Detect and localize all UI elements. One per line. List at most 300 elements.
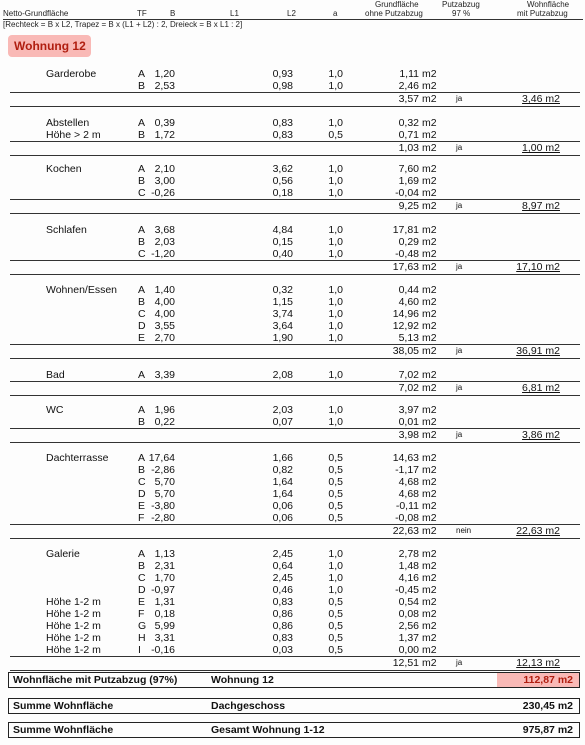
room-name: Wohnen/Essen	[46, 284, 118, 296]
plaster-deduction: nein	[456, 526, 472, 535]
plaster-deduction: ja	[456, 383, 463, 392]
table-row	[0, 163, 585, 175]
width-value: 3,31	[154, 632, 175, 644]
partial-area-code: B	[138, 560, 146, 572]
header-col-wf-2: mit Putzabzug	[517, 9, 568, 18]
table-row	[0, 584, 585, 596]
room-total: 7,02	[398, 382, 419, 394]
length-value: 0,56	[272, 175, 293, 187]
unit-label: m2	[422, 572, 437, 584]
summary-box	[8, 722, 580, 738]
unit-label: m2	[422, 129, 437, 141]
unit-label: m2	[422, 382, 437, 394]
factor-value: 0,5	[328, 620, 343, 632]
room-rule	[10, 395, 580, 396]
table-row	[0, 129, 585, 141]
width-value: 3,55	[154, 320, 175, 332]
partial-area-code: D	[138, 488, 146, 500]
subtotal-row	[0, 382, 585, 395]
factor-value: 1,0	[328, 224, 343, 236]
area-value: 1,37	[398, 632, 419, 644]
living-area-value: 1,00 m2	[522, 142, 560, 154]
width-value: 2,70	[154, 332, 175, 344]
area-value: 1,69	[398, 175, 419, 187]
table-row	[0, 452, 585, 464]
width-value: 1,96	[154, 404, 175, 416]
row-label: Höhe 1-2 m	[46, 644, 101, 656]
row-label: Höhe 1-2 m	[46, 608, 101, 620]
unit-label: m2	[422, 429, 437, 441]
room-name: Dachterrasse	[46, 452, 109, 464]
length-value: 0,82	[272, 464, 293, 476]
unit-label: m2	[422, 224, 437, 236]
table-row	[0, 236, 585, 248]
partial-area-code: A	[138, 224, 146, 236]
area-value: 0,32	[398, 117, 419, 129]
unit-label: m2	[422, 596, 437, 608]
subtotal-row	[0, 525, 585, 538]
unit-label: m2	[422, 500, 437, 512]
factor-value: 1,0	[328, 163, 343, 175]
partial-area-code: I	[138, 644, 141, 656]
room-total: 22,63	[392, 525, 419, 537]
partial-area-code: B	[138, 464, 146, 476]
living-area-value: 8,97 m2	[522, 200, 560, 212]
area-value: -0,04	[395, 187, 419, 199]
partial-area-code: B	[138, 129, 146, 141]
width-value: 2,31	[154, 560, 175, 572]
unit-label: m2	[422, 464, 437, 476]
length-value: 0,40	[272, 248, 293, 260]
factor-value: 0,5	[328, 488, 343, 500]
area-value: 4,68	[398, 476, 419, 488]
room-rule	[10, 538, 580, 539]
length-value: 0,15	[272, 236, 293, 248]
table-row	[0, 248, 585, 260]
length-value: 1,64	[272, 476, 293, 488]
partial-area-code: F	[138, 512, 145, 524]
unit-label: m2	[422, 548, 437, 560]
plaster-deduction: ja	[456, 143, 463, 152]
partial-area-code: D	[138, 584, 146, 596]
unit-label: m2	[422, 261, 437, 273]
room-total: 1,03	[398, 142, 419, 154]
length-value: 3,74	[272, 308, 293, 320]
length-value: 3,64	[272, 320, 293, 332]
subtotal-row	[0, 200, 585, 213]
unit-label: m2	[422, 308, 437, 320]
room-rule	[10, 155, 580, 156]
partial-area-code: A	[138, 452, 146, 464]
summary-label: Summe Wohnfläche	[13, 700, 114, 712]
table-row	[0, 632, 585, 644]
header-col-wf-1: Wohnfläche	[527, 0, 570, 9]
length-value: 0,83	[272, 596, 293, 608]
unit-label: m2	[422, 175, 437, 187]
width-value: -2,80	[151, 512, 175, 524]
width-value: -1,20	[151, 248, 175, 260]
plaster-deduction: ja	[456, 346, 463, 355]
area-value: -0,08	[395, 512, 419, 524]
width-value: -2,86	[151, 464, 175, 476]
factor-value: 0,5	[328, 644, 343, 656]
length-value: 1,64	[272, 488, 293, 500]
area-value: 2,56	[398, 620, 419, 632]
unit-label: m2	[422, 644, 437, 656]
partial-area-code: A	[138, 404, 146, 416]
summary-name: Dachgeschoss	[211, 700, 286, 712]
table-row	[0, 560, 585, 572]
table-row	[0, 512, 585, 524]
unit-label: m2	[422, 416, 437, 428]
partial-area-code: B	[138, 80, 146, 92]
partial-area-code: E	[138, 332, 146, 344]
table-row	[0, 416, 585, 428]
width-value: 0,18	[154, 608, 175, 620]
summary-box	[8, 672, 580, 688]
unit-label: m2	[422, 620, 437, 632]
factor-value: 1,0	[328, 332, 343, 344]
length-value: 1,66	[272, 452, 293, 464]
factor-value: 0,5	[328, 512, 343, 524]
room-name: Bad	[46, 369, 65, 381]
table-row	[0, 572, 585, 584]
factor-value: 1,0	[328, 248, 343, 260]
plaster-deduction: ja	[456, 430, 463, 439]
table-row	[0, 320, 585, 332]
area-value: 0,29	[398, 236, 419, 248]
width-value: 5,99	[154, 620, 175, 632]
partial-area-code: B	[138, 296, 146, 308]
unit-label: m2	[422, 296, 437, 308]
factor-value: 0,5	[328, 129, 343, 141]
plaster-deduction: ja	[456, 201, 463, 210]
table-row	[0, 596, 585, 608]
factor-value: 1,0	[328, 296, 343, 308]
area-value: 2,78	[398, 548, 419, 560]
room-name: Kochen	[46, 163, 82, 175]
table-row	[0, 296, 585, 308]
partial-area-code: C	[138, 476, 146, 488]
factor-value: 1,0	[328, 80, 343, 92]
summary-label: Wohnfläche mit Putzabzug (97%)	[13, 674, 178, 686]
room-name: Galerie	[46, 548, 80, 560]
length-value: 0,03	[272, 644, 293, 656]
summary-value: 230,45 m2	[522, 700, 573, 712]
unit-label: m2	[422, 332, 437, 344]
width-value: -0,26	[151, 187, 175, 199]
length-value: 0,32	[272, 284, 293, 296]
length-value: 0,86	[272, 608, 293, 620]
length-value: 0,98	[272, 80, 293, 92]
table-row	[0, 464, 585, 476]
area-value: -0,48	[395, 248, 419, 260]
length-value: 0,83	[272, 129, 293, 141]
length-value: 0,07	[272, 416, 293, 428]
factor-value: 1,0	[328, 369, 343, 381]
factor-value: 1,0	[328, 584, 343, 596]
partial-area-code: C	[138, 572, 146, 584]
unit-label: m2	[422, 632, 437, 644]
area-value: 7,02	[398, 369, 419, 381]
factor-value: 0,5	[328, 596, 343, 608]
subtotal-row	[0, 657, 585, 670]
partial-area-code: A	[138, 284, 146, 296]
living-area-value: 17,10 m2	[516, 261, 560, 273]
summary-name: Gesamt Wohnung 1-12	[211, 724, 325, 736]
width-value: 1,72	[154, 129, 175, 141]
area-value: -0,11	[395, 500, 419, 512]
unit-label: m2	[422, 657, 437, 669]
unit-label: m2	[422, 404, 437, 416]
length-value: 0,06	[272, 500, 293, 512]
width-value: -0,97	[151, 584, 175, 596]
area-value: -1,17	[395, 464, 419, 476]
length-value: 1,90	[272, 332, 293, 344]
subtotal-row	[0, 429, 585, 442]
partial-area-code: B	[138, 236, 146, 248]
width-value: 3,00	[154, 175, 175, 187]
width-value: 1,70	[154, 572, 175, 584]
unit-label: m2	[422, 80, 437, 92]
summary-label: Summe Wohnfläche	[13, 724, 114, 736]
partial-area-code: B	[138, 175, 146, 187]
partial-area-code: D	[138, 320, 146, 332]
width-value: 1,31	[154, 596, 175, 608]
area-value: 14,96	[392, 308, 419, 320]
unit-label: m2	[422, 345, 437, 357]
summary-value: 975,87 m2	[522, 724, 573, 736]
table-row	[0, 620, 585, 632]
length-value: 0,06	[272, 512, 293, 524]
unit-label: m2	[422, 476, 437, 488]
width-value: 0,39	[154, 117, 175, 129]
factor-value: 0,5	[328, 476, 343, 488]
living-area-value: 22,63 m2	[516, 525, 560, 537]
factor-value: 0,5	[328, 452, 343, 464]
width-value: 5,70	[154, 476, 175, 488]
unit-label: m2	[422, 248, 437, 260]
factor-value: 1,0	[328, 416, 343, 428]
width-value: 4,00	[154, 296, 175, 308]
width-value: 1,20	[154, 68, 175, 80]
header-col-a: a	[333, 9, 338, 18]
area-value: 0,71	[398, 129, 419, 141]
header-col-l1: L1	[230, 9, 239, 18]
partial-area-code: C	[138, 308, 146, 320]
table-row	[0, 117, 585, 129]
factor-value: 0,5	[328, 632, 343, 644]
header-col-b: B	[170, 9, 176, 18]
area-value: 0,00	[398, 644, 419, 656]
plaster-deduction: ja	[456, 658, 463, 667]
subtotal-row	[0, 142, 585, 155]
width-value: 4,00	[154, 308, 175, 320]
room-rule	[10, 442, 580, 443]
living-area-value: 3,86 m2	[522, 429, 560, 441]
area-value: 4,60	[398, 296, 419, 308]
subtotal-row	[0, 93, 585, 106]
plaster-deduction: ja	[456, 94, 463, 103]
formula-note: [Rechteck = B x L2, Trapez = B x (L1 + L2) : 2, Dreieck = B x L1 : 2]	[3, 20, 243, 29]
factor-value: 1,0	[328, 68, 343, 80]
length-value: 2,45	[272, 548, 293, 560]
length-value: 0,93	[272, 68, 293, 80]
length-value: 0,83	[272, 117, 293, 129]
length-value: 2,45	[272, 572, 293, 584]
room-name: Abstellen	[46, 117, 90, 129]
unit-label: m2	[422, 93, 437, 105]
area-value: 1,48	[398, 560, 419, 572]
table-row	[0, 80, 585, 92]
room-total: 3,57	[398, 93, 419, 105]
table-row	[0, 308, 585, 320]
unit-label: m2	[422, 200, 437, 212]
width-value: 2,53	[154, 80, 175, 92]
header-col-l2: L2	[287, 9, 296, 18]
length-value: 1,15	[272, 296, 293, 308]
length-value: 0,64	[272, 560, 293, 572]
header-col-putz-1: Putzabzug	[442, 0, 480, 9]
width-value: -0,16	[151, 644, 175, 656]
length-value: 0,86	[272, 620, 293, 632]
length-value: 0,83	[272, 632, 293, 644]
length-value: 0,18	[272, 187, 293, 199]
partial-area-code: F	[138, 608, 145, 620]
length-value: 3,62	[272, 163, 293, 175]
partial-area-code: H	[138, 632, 146, 644]
factor-value: 1,0	[328, 572, 343, 584]
table-row	[0, 476, 585, 488]
width-value: 2,10	[154, 163, 175, 175]
room-name: Schlafen	[46, 224, 87, 236]
summary-box	[8, 698, 580, 714]
unit-label: m2	[422, 163, 437, 175]
table-row	[0, 284, 585, 296]
partial-area-code: E	[138, 500, 146, 512]
unit-label: m2	[422, 68, 437, 80]
factor-value: 1,0	[328, 404, 343, 416]
plaster-deduction: ja	[456, 262, 463, 271]
room-total: 17,63	[392, 261, 419, 273]
living-area-value: 3,46 m2	[522, 93, 560, 105]
header-col-putz-2: 97 %	[452, 9, 471, 18]
width-value: 3,39	[154, 369, 175, 381]
unit-label: m2	[422, 584, 437, 596]
area-value: 0,54	[398, 596, 419, 608]
area-value: 1,11	[399, 68, 419, 80]
factor-value: 1,0	[328, 560, 343, 572]
area-value: 0,08	[398, 608, 419, 620]
area-value: 4,16	[398, 572, 419, 584]
room-total: 12,51	[392, 657, 419, 669]
unit-label: m2	[422, 560, 437, 572]
area-value: 4,68	[398, 488, 419, 500]
width-value: 3,68	[154, 224, 175, 236]
living-area-value: 6,81 m2	[522, 382, 560, 394]
partial-area-code: B	[138, 416, 146, 428]
table-row	[0, 332, 585, 344]
room-rule	[10, 670, 580, 671]
partial-area-code: A	[138, 68, 146, 80]
room-rule	[10, 213, 580, 214]
partial-area-code: A	[138, 117, 146, 129]
partial-area-code: C	[138, 248, 146, 260]
unit-label: m2	[422, 142, 437, 154]
area-value: 3,97	[398, 404, 419, 416]
unit-label: m2	[422, 236, 437, 248]
unit-label: m2	[422, 187, 437, 199]
area-value: 17,81	[392, 224, 419, 236]
partial-area-code: A	[138, 163, 146, 175]
header-col-tf: TF	[137, 9, 147, 18]
factor-value: 1,0	[328, 308, 343, 320]
area-value: 0,01	[398, 416, 419, 428]
table-row	[0, 175, 585, 187]
factor-value: 1,0	[328, 236, 343, 248]
factor-value: 1,0	[328, 284, 343, 296]
header-col-name: Netto-Grundfläche	[3, 9, 69, 18]
area-value: 7,60	[398, 163, 419, 175]
room-rule	[10, 274, 580, 275]
unit-label: m2	[422, 452, 437, 464]
summary-name: Wohnung 12	[211, 674, 274, 686]
width-value: 2,03	[154, 236, 175, 248]
room-total: 38,05	[392, 345, 419, 357]
factor-value: 1,0	[328, 117, 343, 129]
header-col-net-2: ohne Putzabzug	[365, 9, 423, 18]
area-value: 5,13	[398, 332, 419, 344]
unit-label: m2	[422, 608, 437, 620]
unit-label: m2	[422, 369, 437, 381]
partial-area-code: A	[138, 369, 146, 381]
area-value: 0,44	[398, 284, 419, 296]
partial-area-code: C	[138, 187, 146, 199]
table-row	[0, 369, 585, 381]
row-label: Höhe > 2 m	[46, 129, 101, 141]
unit-label: m2	[422, 117, 437, 129]
factor-value: 1,0	[328, 187, 343, 199]
length-value: 0,46	[272, 584, 293, 596]
table-row	[0, 187, 585, 199]
row-label: Höhe 1-2 m	[46, 632, 101, 644]
unit-label: m2	[422, 320, 437, 332]
living-area-value: 12,13 m2	[516, 657, 560, 669]
area-value: -0,45	[395, 584, 419, 596]
width-value: -3,80	[151, 500, 175, 512]
area-value: 12,92	[392, 320, 419, 332]
partial-area-code: A	[138, 548, 146, 560]
factor-value: 1,0	[328, 320, 343, 332]
room-total: 3,98	[398, 429, 419, 441]
row-label: Höhe 1-2 m	[46, 596, 101, 608]
table-row	[0, 68, 585, 80]
row-label: Höhe 1-2 m	[46, 620, 101, 632]
length-value: 4,84	[272, 224, 293, 236]
unit-label: m2	[422, 488, 437, 500]
width-value: 0,22	[154, 416, 175, 428]
factor-value: 1,0	[328, 548, 343, 560]
table-row	[0, 548, 585, 560]
table-row	[0, 644, 585, 656]
width-value: 5,70	[154, 488, 175, 500]
length-value: 2,03	[272, 404, 293, 416]
room-rule	[10, 106, 580, 107]
room-name: Garderobe	[46, 68, 97, 80]
width-value: 1,40	[154, 284, 175, 296]
summary-value: 112,87 m2	[523, 674, 573, 686]
table-row	[0, 488, 585, 500]
